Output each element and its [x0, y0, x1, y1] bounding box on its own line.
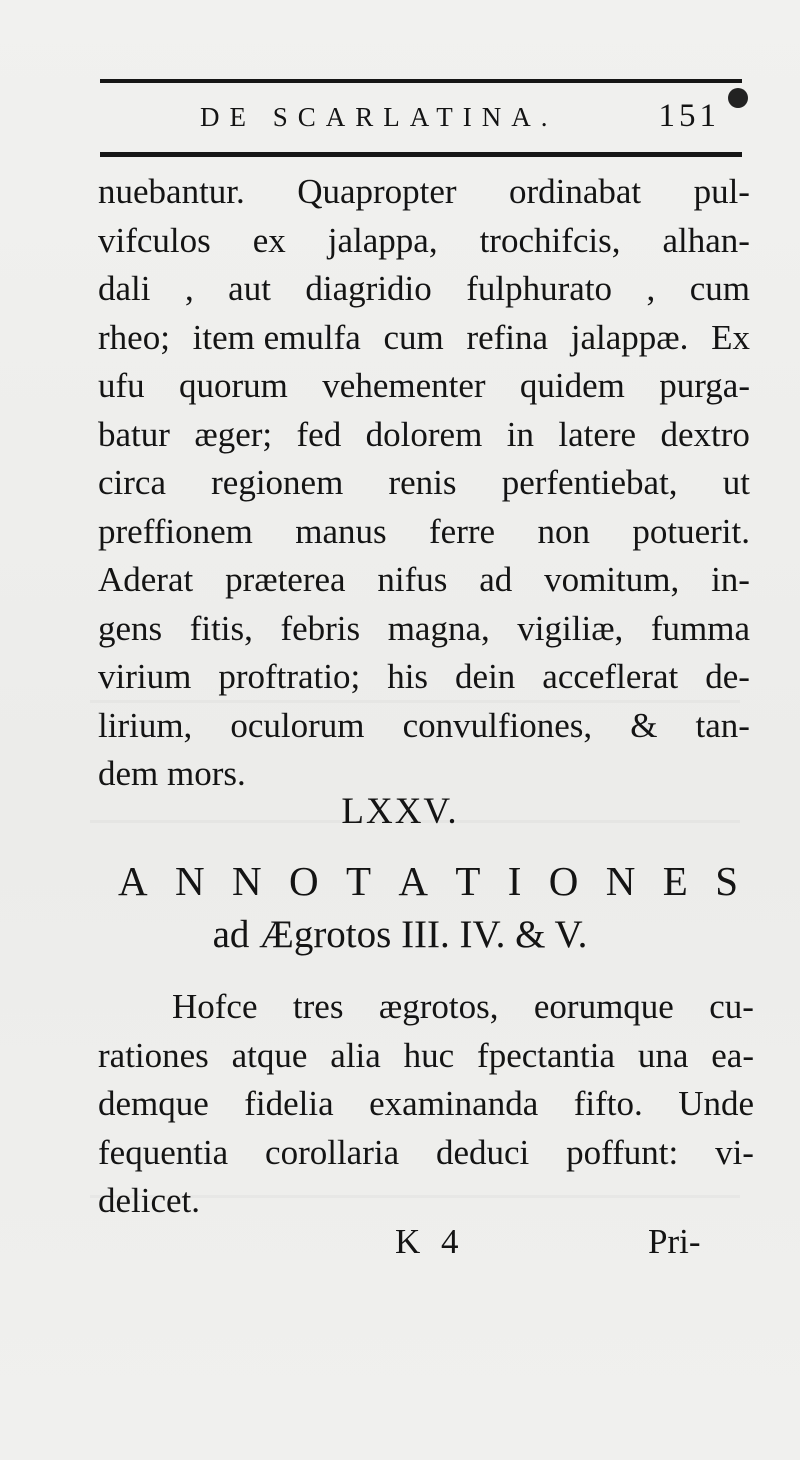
word: examinanda: [369, 1084, 539, 1123]
annotation-paragraph: [98, 983, 754, 1226]
heading-letter: O: [288, 858, 319, 904]
word: quorum: [179, 366, 288, 405]
word: demque: [98, 1084, 209, 1123]
word: vomitum,: [544, 560, 680, 599]
word: cum: [689, 269, 750, 308]
word: dali: [98, 269, 151, 308]
word: rationes: [98, 1035, 209, 1075]
word: fulphurato: [466, 269, 613, 308]
text-line: [98, 459, 750, 508]
word: ea-: [711, 1035, 754, 1075]
paragraph-last-line: delicet.: [98, 1181, 201, 1220]
word: vehementer: [322, 366, 486, 405]
word: fitis,: [189, 608, 253, 648]
heading-letter: O: [548, 858, 579, 904]
word: diagridio: [305, 269, 432, 308]
text-line: [98, 217, 750, 266]
text-line: [98, 1080, 754, 1129]
body-paragraph: [98, 168, 750, 799]
word: perfentiebat,: [501, 463, 678, 502]
word: ufu: [98, 366, 145, 405]
word: lirium,: [98, 705, 193, 745]
word: tres: [292, 987, 344, 1026]
word: quidem: [519, 366, 625, 405]
word: proftratio;: [218, 657, 361, 696]
word: fpectantia: [477, 1035, 616, 1075]
word: fidelia: [244, 1084, 334, 1123]
word: ,: [646, 269, 656, 308]
text-line: [98, 653, 750, 702]
word: trochifcis,: [479, 220, 621, 260]
word: tan-: [695, 705, 750, 745]
heading-letter: N: [605, 858, 636, 904]
word: una: [637, 1035, 689, 1075]
word: convulfiones,: [402, 705, 593, 745]
word: Aderat: [98, 560, 194, 599]
text-line: [98, 702, 750, 751]
heading-letter: N: [174, 858, 205, 904]
word: ,: [184, 269, 194, 308]
word: ut: [722, 463, 750, 502]
word: jalappa,: [327, 220, 438, 260]
word: item emulfa: [192, 317, 361, 357]
word: dextro: [660, 414, 750, 454]
word: huc: [403, 1035, 455, 1075]
word: refina: [466, 317, 549, 357]
word: ferre: [429, 511, 496, 551]
header-bottom-rule: [100, 152, 742, 157]
word: ægrotos,: [378, 987, 499, 1026]
text-line: [98, 556, 750, 605]
text-line: [98, 314, 750, 363]
word: nuebantur.: [98, 172, 245, 211]
word: æger;: [194, 414, 273, 454]
word: in-: [711, 560, 750, 599]
word: Unde: [678, 1084, 754, 1123]
word: poffunt:: [566, 1132, 679, 1172]
text-line: [98, 605, 750, 654]
word: vi-: [715, 1132, 754, 1172]
word: manus: [295, 511, 387, 551]
ink-blot: [728, 88, 748, 108]
heading-letter: T: [345, 858, 371, 904]
word: ex: [252, 220, 286, 260]
word: circa: [98, 463, 166, 502]
word: Hofce: [172, 987, 258, 1026]
annotationes-subtitle: ad Ægrotos III. IV. & V.: [212, 913, 588, 956]
text-line: [98, 362, 750, 411]
word: fequentia: [98, 1132, 229, 1172]
word: oculorum: [230, 705, 365, 745]
heading-letter: N: [231, 858, 262, 904]
word: pul-: [693, 172, 750, 211]
text-line: [98, 983, 754, 1032]
word: non: [537, 511, 590, 551]
word: vifculos: [98, 220, 211, 260]
heading-letter: A: [118, 858, 148, 904]
heading-letter: I: [507, 858, 522, 904]
word: fed: [296, 414, 342, 454]
running-head: [200, 98, 720, 142]
word: his: [387, 657, 429, 696]
running-head-title: DE SCARLATINA.: [200, 102, 558, 132]
word: gens: [98, 608, 163, 648]
page-number: 151: [658, 98, 720, 134]
word: eorumque: [533, 987, 674, 1026]
word: vigiliæ,: [517, 608, 624, 648]
heading-letter: A: [398, 858, 428, 904]
word: rheo;: [98, 317, 170, 357]
word: fifto.: [573, 1084, 643, 1123]
header-top-rule: [100, 79, 742, 83]
word: febris: [280, 608, 361, 648]
text-line: [98, 168, 750, 217]
word: virium: [98, 657, 192, 696]
text-line: [98, 265, 750, 314]
text-line: [98, 1032, 754, 1081]
word: acceflerat: [542, 657, 679, 696]
word: cu-: [709, 987, 754, 1026]
word: Ex: [711, 317, 750, 357]
word: alia: [330, 1035, 381, 1075]
section-number: LXXV.: [341, 791, 459, 832]
word: Quapropter: [297, 172, 457, 211]
signature-mark: K 4: [395, 1222, 465, 1261]
word: de-: [705, 657, 750, 696]
word: &: [630, 705, 658, 745]
word: atque: [231, 1035, 308, 1075]
word: nifus: [377, 560, 448, 599]
word: dolorem: [365, 414, 483, 454]
catchword: Pri-: [648, 1222, 701, 1261]
word: fumma: [650, 608, 750, 648]
text-line: [98, 508, 750, 557]
word: batur: [98, 414, 170, 454]
word: deduci: [435, 1132, 530, 1172]
word: magna,: [387, 608, 490, 648]
word: preffionem: [98, 511, 253, 551]
word: dein: [455, 657, 516, 696]
heading-letter: E: [662, 858, 688, 904]
word: latere: [558, 414, 637, 454]
word: corollaria: [265, 1132, 400, 1172]
word: purga-: [659, 366, 750, 405]
word: præterea: [225, 560, 346, 599]
annotationes-heading: [118, 857, 738, 905]
text-line: [98, 411, 750, 460]
text-line: [98, 1129, 754, 1178]
word: ad: [479, 560, 513, 599]
word: alhan-: [662, 220, 750, 260]
body-last-line: dem mors.: [98, 754, 246, 793]
heading-letter: S: [715, 858, 738, 904]
word: potuerit.: [632, 511, 750, 551]
word: renis: [388, 463, 457, 502]
word: cum: [383, 317, 444, 357]
page-footer: [0, 1222, 800, 1272]
text-line: [98, 1177, 754, 1226]
word: regionem: [211, 463, 344, 502]
word: aut: [228, 269, 271, 308]
word: ordinabat: [508, 172, 642, 211]
heading-letter: T: [455, 858, 481, 904]
word: in: [506, 414, 534, 454]
word: jalappæ.: [570, 317, 689, 357]
